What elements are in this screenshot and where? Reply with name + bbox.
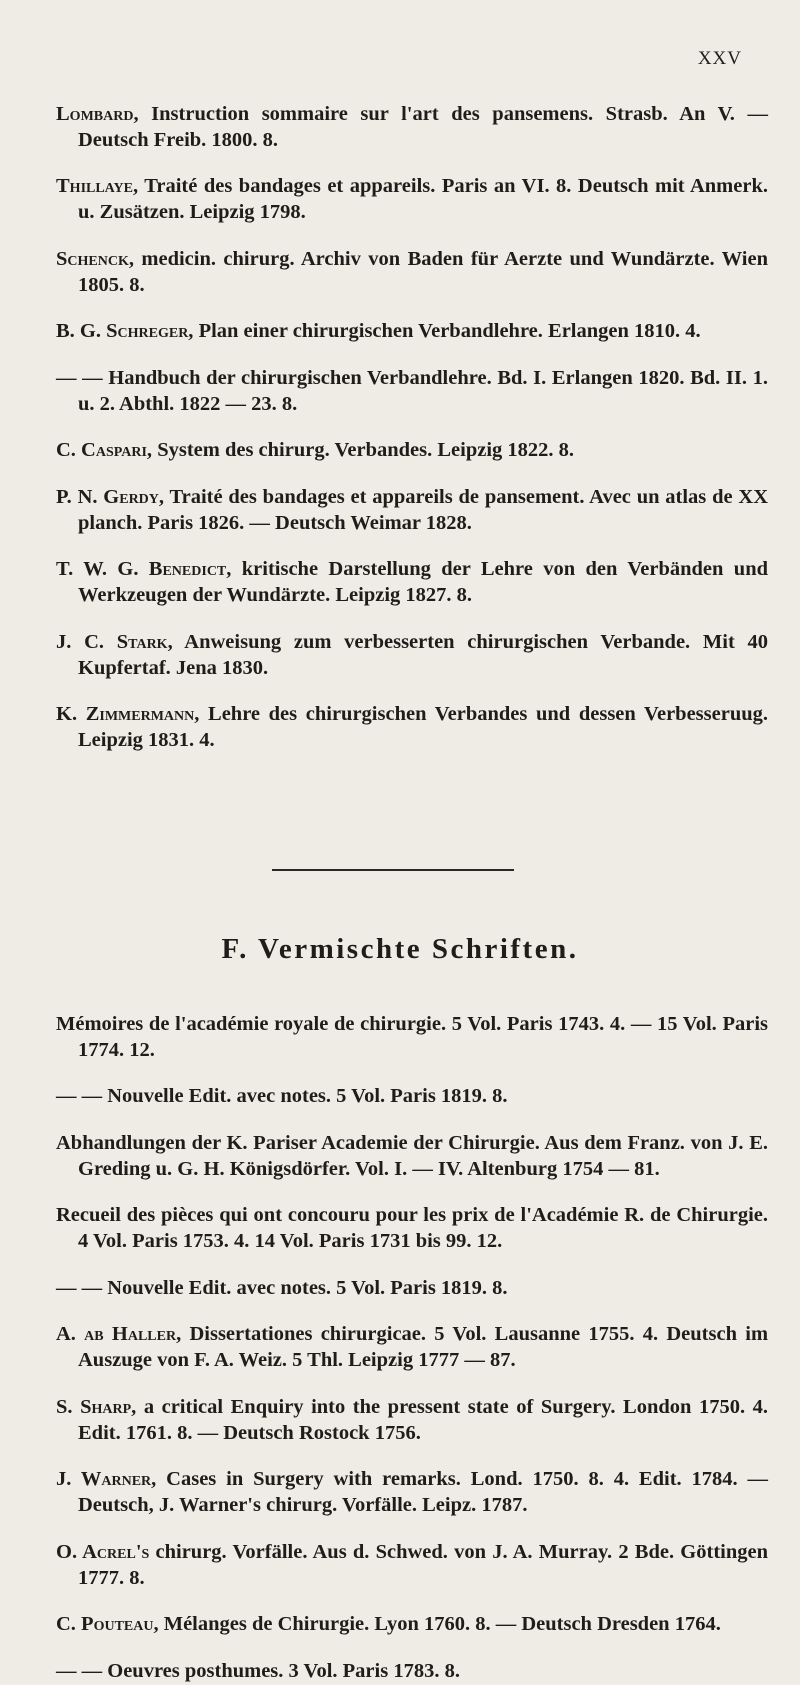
entry-author: Lombard, (56, 102, 139, 125)
entry-text: Handbuch der chirurgischen Verbandlehre. Bd. I. Erlangen 1820. Bd. II. 1. u. 2. Abthl. 1822 — 23. 8. (78, 366, 768, 415)
bibliography-entry (56, 701, 768, 753)
entry-author: T. W. G. Benedict, (56, 558, 232, 580)
entry-text: Mémoires de l'académie royale de chirurgie. 5 Vol. Paris 1743. 4. — 15 Vol. Paris 1774. 12. (56, 1012, 768, 1061)
entry-text: System des chirurg. Verbandes. Leipzig 1822. 8. (157, 439, 575, 461)
bibliography-entry (56, 1011, 768, 1063)
bibliography-entry (56, 101, 768, 153)
entry-text: Oeuvres posthumes. 3 Vol. Paris 1783. 8. (107, 1659, 460, 1682)
entry-author: S. Sharp, (56, 1395, 137, 1418)
bibliography-entry (56, 1202, 768, 1254)
entry-author: O. Acrel's (56, 1540, 150, 1563)
entry-author: Thillaye, (56, 175, 139, 197)
entry-author: K. Zimmermann, (56, 703, 200, 725)
entry-author: C. Caspari, (56, 439, 153, 461)
bibliography-entry (56, 1658, 768, 1684)
entry-author: A. ab Haller, (56, 1323, 182, 1345)
entry-author: Schenck, (56, 247, 134, 270)
entry-text: Cases in Surgery with remarks. Lond. 1750. 8. 4. Edit. 1784. — Deutsch, J. Warner's chirurg. Vorfälle. Leipz. 1787. (78, 1468, 768, 1516)
bibliography-entry (56, 1394, 768, 1446)
entry-text: chirurg. Vorfälle. Aus d. Schwed. von J. A. Murray. 2 Bde. Göttingen 1777. 8. (78, 1540, 768, 1589)
entry-author: — — (56, 366, 103, 389)
bibliography-entry (56, 629, 768, 681)
entry-text: Anweisung zum verbesserten chirurgischen Verbande. Mit 40 Kupfertaf. Jena 1830. (78, 630, 768, 679)
entry-text: Plan einer chirurgischen Verbandlehre. Erlangen 1810. 4. (198, 320, 701, 342)
entry-text: Recueil des pièces qui ont concouru pour les prix de l'Académie R. de Chirurgie. 4 Vol. Paris 1753. 4. 14 Vol. Paris 1731 bis 99. 12. (56, 1204, 768, 1252)
entry-author: J. Warner, (56, 1468, 157, 1490)
entry-text: Nouvelle Edit. avec notes. 5 Vol. Paris 1819. 8. (107, 1276, 508, 1299)
entry-text: a critical Enquiry into the pressent state of Surgery. London 1750. 4. Edit. 1761. 8. — Deutsch Rostock 1756. (78, 1395, 768, 1444)
bibliography-entry (56, 1466, 768, 1518)
bibliography-entry (56, 437, 768, 463)
entry-text: Dissertationes chirurgicae. 5 Vol. Lausanne 1755. 4. Deutsch im Auszuge von F. A. Weiz. 5 Thl. Leipzig 1777 — 87. (78, 1323, 769, 1371)
entry-text: Traité des bandages et appareils de pansement. Avec un atlas de XX planch. Paris 1826. — Deutsch Weimar 1828. (78, 485, 768, 534)
entry-author: — — (56, 1276, 103, 1299)
bibliography-entry (56, 1539, 768, 1591)
entry-author: C. Pouteau, (56, 1613, 159, 1635)
entry-text: Abhandlungen der K. Pariser Academie der Chirurgie. Aus dem Franz. von J. E. Greding u. G. H. Königsdörfer. Vol. I. — IV. Altenburg 1754 — 81. (56, 1131, 768, 1180)
entry-text: Mélanges de Chirurgie. Lyon 1760. 8. — Deutsch Dresden 1764. (163, 1613, 721, 1635)
entry-author: J. C. Stark, (56, 630, 173, 653)
entry-text: Lehre des chirurgischen Verbandes und dessen Verbesseruug. Leipzig 1831. 4. (78, 703, 769, 751)
entry-author: B. G. Schreger, (56, 320, 194, 342)
bibliography-entry (56, 1275, 768, 1301)
bibliography-entry (56, 318, 768, 344)
page-number: XXV (697, 48, 742, 69)
bibliography-section-miscellaneous (56, 990, 768, 1685)
entry-text: kritische Darstellung der Lehre von den Verbänden und Werkzeugen der Wundärzte. Leipzig 1827. 8. (78, 558, 768, 606)
entry-author: P. N. Gerdy, (56, 485, 165, 508)
bibliography-entry (56, 1321, 768, 1373)
bibliography-entry (56, 556, 768, 608)
entry-author: — — (56, 1085, 103, 1107)
entry-text: medicin. chirurg. Archiv von Baden für Aerzte und Wundärzte. Wien 1805. 8. (78, 247, 768, 296)
bibliography-entry (56, 484, 768, 536)
section-divider (272, 869, 514, 871)
bibliography-entry (56, 1130, 768, 1182)
bibliography-entry (56, 1611, 768, 1637)
entry-text: Traité des bandages et appareils. Paris an VI. 8. Deutsch mit Anmerk. u. Zusätzen. Leipzig 1798. (78, 175, 768, 223)
entry-text: Nouvelle Edit. avec notes. 5 Vol. Paris 1819. 8. (107, 1085, 508, 1107)
bibliography-entry (56, 173, 768, 225)
bibliography-section-bandages (56, 80, 768, 757)
bibliography-entry (56, 1083, 768, 1109)
entry-text: Instruction sommaire sur l'art des pansemens. Strasb. An V. — Deutsch Freib. 1800. 8. (78, 102, 768, 151)
bibliography-entry (56, 365, 768, 417)
section-heading: F. Vermischte Schriften. (221, 933, 579, 965)
bibliography-entry (56, 246, 768, 298)
entry-author: — — (56, 1659, 103, 1682)
